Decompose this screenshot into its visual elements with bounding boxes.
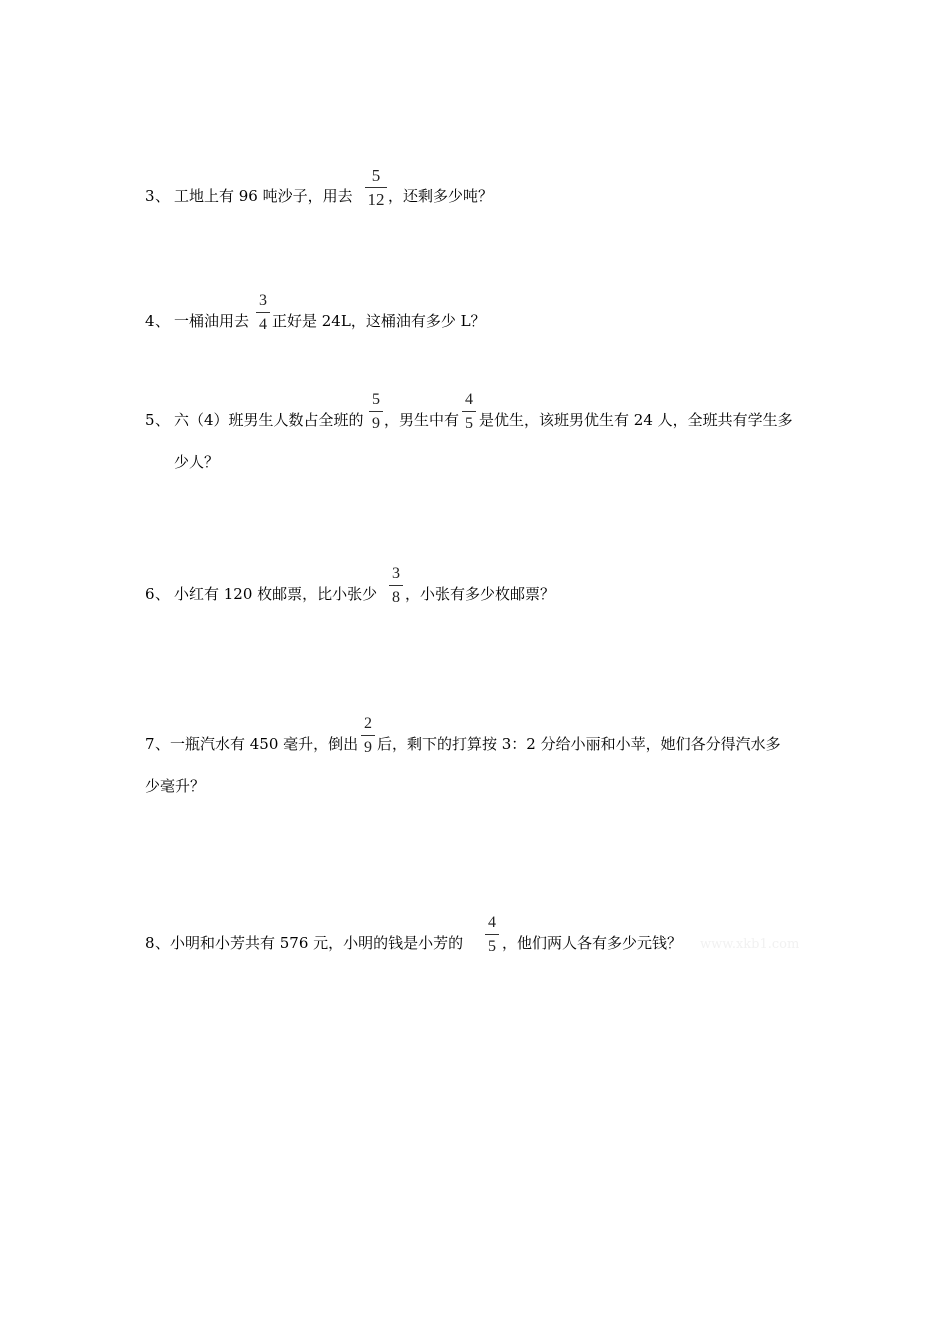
fraction-bar: [369, 411, 383, 412]
problem-8: [0, 914, 950, 984]
fraction-numerator: 5: [372, 391, 380, 408]
problem-text-before: 一桶油用去: [174, 312, 250, 330]
fraction-denominator: 9: [364, 739, 372, 756]
fraction-denominator: 8: [392, 589, 400, 606]
fraction: [389, 565, 403, 607]
fraction-bar: [389, 585, 403, 586]
problem-separator: 、: [155, 735, 171, 753]
problem-7: [0, 715, 950, 805]
fraction-denominator: 5: [488, 938, 496, 955]
problem-3: [0, 166, 950, 237]
fraction-denominator: 12: [367, 190, 385, 209]
problem-text-after: ，他们两人各有多少元钱？: [502, 934, 683, 952]
problem-number: 7: [145, 735, 155, 753]
problem-text-line2: 少人？: [174, 453, 220, 471]
problem-text-after: ，还剩多少吨？: [388, 187, 494, 205]
problem-number: 3: [145, 187, 155, 205]
problem-text-before: 一瓶汽水有 450 毫升，倒出: [170, 735, 359, 753]
problem-4: [0, 292, 950, 362]
problem-number: 8: [145, 934, 155, 952]
fraction-denominator: 9: [372, 415, 380, 432]
fraction-bar: [462, 411, 476, 412]
fraction-numerator: 3: [259, 292, 267, 309]
problem-text-after: ，小张有多少枚邮票？: [405, 585, 556, 603]
problem-5: [0, 391, 950, 481]
fraction: [485, 914, 499, 956]
problem-number: 4: [145, 312, 155, 330]
problem-separator: 、: [155, 934, 171, 952]
problem-text-after: 后，剩下的打算按 3：2 分给小丽和小苹，她们各分得汽水多: [377, 735, 781, 753]
fraction-bar: [256, 312, 270, 313]
fraction-denominator: 4: [259, 316, 267, 333]
problem-separator: 、: [155, 187, 171, 205]
fraction: [369, 391, 383, 433]
problem-number: 6: [145, 585, 155, 603]
fraction-bar: [361, 735, 375, 736]
problem-text-line2: 少毫升？: [145, 777, 206, 795]
fraction-numerator: 4: [465, 391, 473, 408]
fraction: [256, 292, 270, 334]
problem-separator: 、: [155, 411, 171, 429]
fraction-numerator: 3: [392, 565, 400, 582]
problem-text-before: 小明和小芳共有 576 元，小明的钱是小芳的: [170, 934, 464, 952]
problem-separator: 、: [155, 585, 171, 603]
fraction-numerator: 5: [371, 166, 381, 185]
fraction-numerator: 2: [364, 715, 372, 732]
problem-text-after: 正好是 24L，这桶油有多少 L？: [272, 312, 486, 330]
problem-text-after: 是优生，该班男优生有 24 人，全班共有学生多: [479, 411, 793, 429]
watermark: www.xkb1.com: [700, 937, 800, 952]
problem-text-before: 小红有 120 枚邮票，比小张少: [174, 585, 378, 603]
fraction: [365, 167, 387, 209]
problem-text-middle: ，男生中有: [384, 411, 460, 429]
fraction-bar: [485, 934, 499, 935]
problem-number: 5: [145, 411, 155, 429]
problem-separator: 、: [155, 312, 171, 330]
problem-text-before: 六（4）班男生人数占全班的: [174, 411, 364, 429]
problem-text-before: 工地上有 96 吨沙子，用去: [174, 187, 353, 205]
fraction-denominator: 5: [465, 415, 473, 432]
fraction-bar: [365, 187, 387, 188]
fraction: [462, 391, 476, 433]
problem-6: [0, 565, 950, 635]
fraction: [361, 715, 375, 757]
fraction-numerator: 4: [488, 914, 496, 931]
